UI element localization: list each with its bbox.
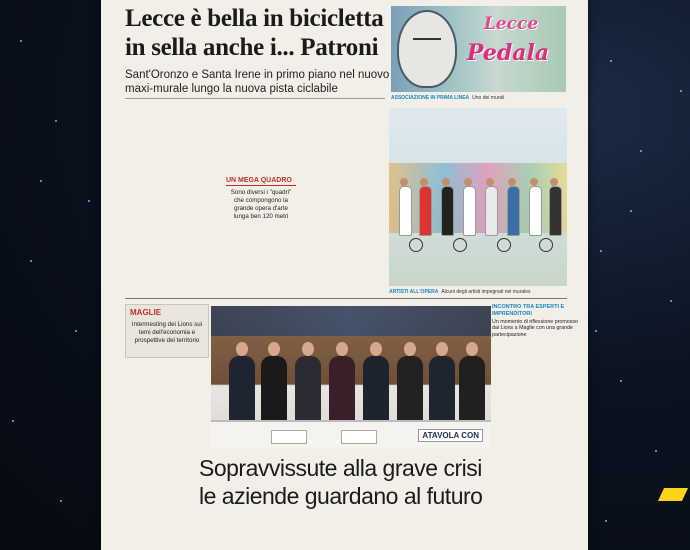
person-head [464, 178, 472, 186]
maglie-box [125, 304, 209, 358]
person-figure [507, 186, 520, 236]
name-card [341, 430, 377, 444]
bicycle-wheel [409, 238, 423, 252]
person-figure [463, 186, 476, 236]
attendee-figure [429, 356, 455, 424]
person-figure [419, 186, 432, 236]
attendee-head [268, 342, 280, 356]
attendee-head [436, 342, 448, 356]
banner-background [211, 306, 491, 336]
star [680, 90, 682, 92]
attendee-figure [363, 356, 389, 424]
top-subhead-line-2: maxi-murale lungo la nuova pista ciclabile [125, 83, 338, 95]
person-figure [441, 186, 454, 236]
bottom-headline-line-2: le aziende guardano al futuro [199, 483, 483, 509]
attendee-figure [329, 356, 355, 424]
top-headline [125, 4, 395, 62]
mural-photo-caption [391, 95, 504, 101]
person-head [486, 178, 494, 186]
bottom-body-column-right [492, 340, 584, 452]
star [620, 380, 622, 382]
body-column-1 [125, 104, 221, 292]
attendee-head [336, 342, 348, 356]
star [30, 260, 32, 262]
person-figure [529, 186, 542, 236]
attendee-head [404, 342, 416, 356]
mural-photo [391, 6, 566, 92]
person-head [442, 178, 450, 186]
body-column-2a [226, 104, 296, 174]
artists-caption-text: Alcuni degli artisti impegnati nel murales [441, 289, 531, 295]
attendee-figure [229, 356, 255, 424]
top-subhead-line-1: Sant'Oronzo e Santa Irene in primo piano nel nuovo [125, 69, 390, 81]
bottom-headline-line-1: Sopravvissute alla grave crisi [199, 455, 482, 481]
mural-logo-pedala: Pedala [466, 40, 550, 66]
star [88, 200, 90, 202]
maglie-section-tag: MAGLIE [130, 308, 162, 317]
top-headline-line-1: Lecce è bella in bicicletta [125, 5, 384, 32]
star [605, 520, 607, 522]
artists-caption-tag: ARTISTI ALL'OPERA [389, 289, 439, 295]
mural-caption-tag: ASSOCIAZIONE IN PRIMA LINEA [391, 95, 470, 101]
attendee-figure [459, 356, 485, 424]
star [670, 300, 672, 302]
star [55, 120, 57, 122]
mural-face-illustration [397, 10, 457, 88]
side-caption-title: INCONTRO TRA ESPERTI E IMPRENDITORI [492, 304, 565, 317]
person-head [400, 178, 408, 186]
star [20, 40, 22, 42]
side-caption-deck: Un momento di riflessione promosso dai Lions a Maglie con una grande partecipazione [492, 319, 578, 338]
name-card [271, 430, 307, 444]
star [595, 330, 597, 332]
section-divider [125, 298, 567, 299]
attendee-head [302, 342, 314, 356]
top-headline-line-2: in sella anche i... Patroni [125, 34, 379, 61]
star [640, 150, 642, 152]
person-figure [399, 186, 412, 236]
bicycle-wheel [453, 238, 467, 252]
star [600, 250, 602, 252]
mural-logo-lecce: Lecce [483, 14, 539, 34]
star [12, 420, 14, 422]
bottom-body-column-1 [125, 362, 207, 548]
lions-meeting-photo [211, 306, 491, 448]
star [630, 210, 632, 212]
person-head [550, 178, 558, 186]
person-head [530, 178, 538, 186]
person-head [420, 178, 428, 186]
attendee-head [236, 342, 248, 356]
attendee-figure [295, 356, 321, 424]
star [75, 330, 77, 332]
attendee-head [466, 342, 478, 356]
star [40, 180, 42, 182]
pull-quote-text: Sono diversi i "quadri" che compongono la grande opera d'arte lunga ben 120 metri [230, 189, 292, 220]
artists-photo-caption [389, 289, 531, 295]
artists-group-photo [389, 108, 567, 286]
person-figure [485, 186, 498, 236]
attendee-figure [261, 356, 287, 424]
table-sign: ATAVOLA CON [418, 429, 483, 442]
top-subhead [125, 68, 425, 96]
pull-quote-box [226, 177, 296, 221]
bottom-headline [199, 454, 584, 510]
star [610, 60, 612, 62]
bicycle-wheel [497, 238, 511, 252]
star [655, 450, 657, 452]
attendee-figure [397, 356, 423, 424]
star [60, 500, 62, 502]
person-figure [549, 186, 562, 236]
person-head [508, 178, 516, 186]
attendee-head [370, 342, 382, 356]
bicycle-wheel [539, 238, 553, 252]
mural-caption-text: Uno dei murali [472, 95, 505, 101]
body-column-3 [301, 104, 385, 292]
side-caption-box [492, 304, 584, 338]
pull-quote-title: UN MEGA QUADRO [226, 177, 296, 186]
maglie-box-text: Intermesting dei Lions sui temi dell'economia e prospettive del territorio [131, 321, 203, 344]
divider [125, 98, 385, 99]
newspaper-page [101, 0, 588, 550]
body-column-2b [226, 226, 296, 292]
